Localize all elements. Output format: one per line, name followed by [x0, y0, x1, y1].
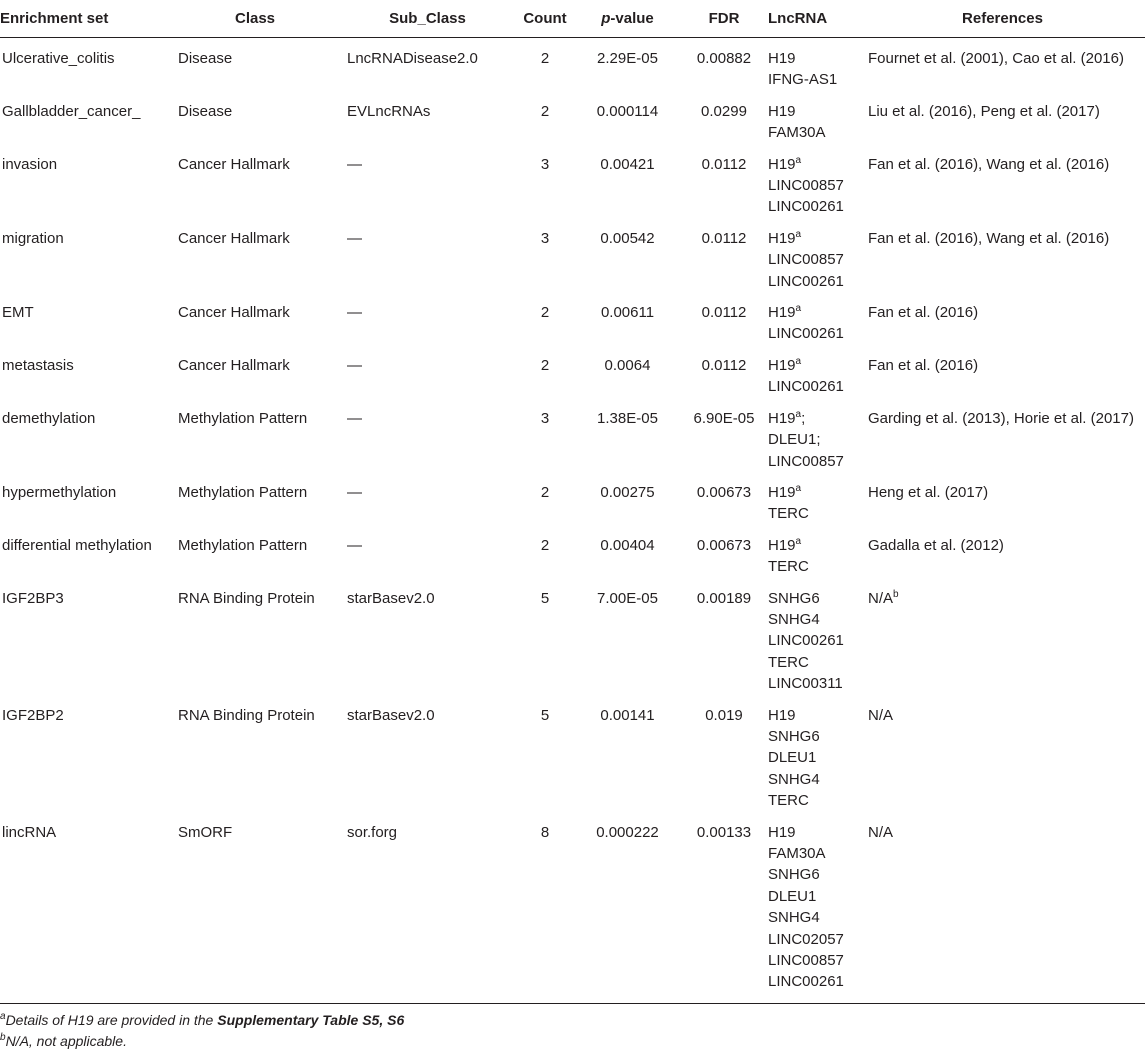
- cell-fdr: 0.0112: [701, 155, 747, 173]
- cell-sub-class: —: [347, 536, 362, 554]
- lncrna-item: LINC00261: [768, 973, 844, 991]
- header-count: Count: [515, 0, 575, 38]
- lncrna-item: LINC00857: [768, 251, 844, 269]
- cell-lncrna: [768, 38, 860, 91]
- cell-references: Liu et al. (2016), Peng et al. (2017): [868, 102, 1100, 120]
- lncrna-item: LINC00261: [768, 198, 844, 216]
- header-sub-class: Sub_Class: [340, 0, 515, 38]
- cell-pvalue: 1.38E-05: [597, 409, 658, 427]
- lncrna-item: IFNG-AS1: [768, 71, 838, 89]
- table-row: [0, 292, 1145, 345]
- lncrna-item: DLEU1: [768, 749, 817, 767]
- cell-class: Cancer Hallmark: [178, 155, 290, 173]
- lncrna-item: FAM30A: [768, 845, 826, 862]
- cell-references: N/A: [868, 706, 894, 724]
- table-footnotes: [0, 1010, 1145, 1052]
- cell-pvalue: 2.29E-05: [597, 50, 658, 67]
- cell-pvalue: 0.0064: [604, 356, 651, 374]
- cell-enrichment-set: Gallbladder_cancer_: [2, 102, 141, 120]
- lncrna-item: SNHG4: [768, 909, 820, 927]
- cell-fdr: 0.00133: [696, 823, 752, 841]
- cell-enrichment-set: EMT: [2, 304, 34, 322]
- lncrna-item: LINC00261: [768, 272, 844, 290]
- table-row: [0, 144, 1145, 218]
- cell-class: SmORF: [178, 823, 233, 841]
- cell-lncrna: [768, 525, 860, 578]
- cell-fdr: 0.0112: [701, 356, 747, 374]
- header-class: Class: [170, 0, 340, 38]
- cell-count: 5: [540, 589, 550, 607]
- cell-sub-class: —: [347, 229, 362, 247]
- cell-lncrna: [768, 91, 860, 144]
- cell-references: Garding et al. (2013), Horie et al. (2017): [868, 409, 1134, 427]
- cell-enrichment-set: IGF2BP3: [2, 589, 64, 607]
- cell-pvalue: 0.00404: [600, 536, 655, 554]
- cell-class: Cancer Hallmark: [178, 229, 290, 247]
- lncrna-item: SNHG6: [768, 866, 820, 884]
- cell-enrichment-set: migration: [2, 229, 64, 247]
- lncrna-item: TERC: [768, 558, 809, 576]
- cell-enrichment-set: invasion: [2, 155, 58, 173]
- cell-references: N/A: [868, 823, 894, 841]
- cell-references: Fan et al. (2016), Wang et al. (2016): [868, 229, 1110, 247]
- cell-enrichment-set: differential methylation: [2, 536, 152, 554]
- cell-class: Methylation Pattern: [178, 536, 308, 554]
- cell-enrichment-set: metastasis: [2, 356, 74, 374]
- lncrna-item: LINC02057: [768, 930, 844, 948]
- cell-fdr: 0.0112: [701, 229, 747, 247]
- cell-class: Disease: [178, 102, 233, 120]
- header-pvalue: p-value: [575, 0, 680, 38]
- table-row: [0, 91, 1145, 144]
- lncrna-item: H19$^a$: [768, 355, 802, 374]
- cell-fdr: 0.00189: [696, 589, 752, 607]
- header-lncrna: LncRNA: [768, 0, 860, 38]
- lncrna-item: SNHG6: [768, 589, 820, 607]
- cell-pvalue: 0.00542: [600, 229, 655, 247]
- cell-class: RNA Binding Protein: [178, 589, 315, 607]
- table-row: [0, 472, 1145, 525]
- lncrna-item: H19$^a$;: [768, 408, 806, 427]
- cell-count: 3: [540, 229, 550, 247]
- cell-class: Cancer Hallmark: [178, 356, 290, 374]
- lncrna-item: LINC00857: [768, 452, 844, 470]
- lncrna-item: TERC: [768, 653, 809, 671]
- cell-references: Gadalla et al. (2012): [868, 536, 1004, 554]
- cell-pvalue: 7.00E-05: [597, 589, 658, 607]
- cell-sub-class: —: [347, 409, 362, 427]
- cell-references: Fan et al. (2016): [868, 304, 979, 322]
- cell-sub-class: sor.forg: [347, 823, 398, 841]
- cell-pvalue: 0.00141: [600, 706, 655, 724]
- cell-class: Cancer Hallmark: [178, 304, 290, 322]
- cell-count: 2: [540, 356, 550, 374]
- lncrna-item: H19: [768, 823, 796, 841]
- lncrna-item: H19$^a$: [768, 535, 802, 554]
- header-fdr: FDR: [680, 0, 768, 38]
- lncrna-item: LINC00261: [768, 632, 844, 650]
- lncrna-item: DLEU1;: [768, 431, 821, 449]
- cell-sub-class: —: [347, 304, 362, 322]
- lncrna-item: H19$^a$: [768, 154, 802, 173]
- cell-lncrna: [768, 398, 860, 472]
- cell-count: 2: [540, 483, 550, 501]
- cell-enrichment-set: Ulcerative_colitis: [2, 50, 115, 67]
- footnote-b: $^b$N/A, not applicable.: [0, 1032, 127, 1049]
- lncrna-item: LINC00857: [768, 952, 844, 970]
- lncrna-item: H19: [768, 706, 796, 724]
- table-row: [0, 218, 1145, 292]
- lncrna-item: LINC00311: [768, 675, 843, 693]
- lncrna-item: SNHG4: [768, 610, 820, 628]
- lncrna-item: H19$^a$: [768, 303, 802, 322]
- header-row: [0, 0, 1145, 38]
- cell-lncrna: [768, 144, 860, 218]
- table-row: [0, 525, 1145, 578]
- cell-lncrna: [768, 812, 860, 1004]
- cell-references: Fan et al. (2016), Wang et al. (2016): [868, 155, 1110, 173]
- cell-references: $N/A^b$: [868, 588, 899, 607]
- cell-count: 2: [540, 304, 550, 322]
- cell-count: 8: [540, 823, 550, 841]
- cell-enrichment-set: lincRNA: [2, 823, 57, 841]
- cell-fdr: 0.019: [705, 706, 743, 724]
- cell-sub-class: EVLncRNAs: [347, 102, 431, 120]
- cell-count: 2: [540, 50, 550, 67]
- header-references: References: [860, 0, 1145, 38]
- cell-lncrna: [768, 578, 860, 695]
- cell-enrichment-set: hypermethylation: [2, 483, 117, 501]
- cell-count: 3: [540, 409, 550, 427]
- cell-sub-class: LncRNADisease2.0: [347, 50, 478, 67]
- cell-count: 3: [540, 155, 550, 173]
- cell-sub-class: —: [347, 155, 362, 173]
- cell-count: 2: [540, 536, 550, 554]
- table-row: [0, 812, 1145, 1004]
- cell-fdr: 0.00673: [696, 483, 752, 501]
- cell-references: Heng et al. (2017): [868, 483, 989, 501]
- cell-lncrna: [768, 345, 860, 398]
- cell-pvalue: 0.00611: [600, 304, 655, 322]
- cell-pvalue: 0.000114: [596, 102, 659, 120]
- cell-class: RNA Binding Protein: [178, 706, 315, 724]
- header-enrichment-set: Enrichment set: [0, 0, 170, 38]
- cell-fdr: 6.90E-05: [693, 409, 755, 427]
- cell-sub-class: —: [347, 356, 362, 374]
- table-row: [0, 345, 1145, 398]
- cell-count: 5: [540, 706, 550, 724]
- cell-class: Methylation Pattern: [178, 483, 308, 501]
- cell-pvalue: 0.00275: [600, 483, 655, 501]
- lncrna-item: DLEU1: [768, 887, 817, 905]
- cell-sub-class: —: [347, 483, 362, 501]
- lncrna-item: FAM30A: [768, 124, 826, 142]
- table-row: [0, 695, 1145, 812]
- lncrna-item: H19$^a$: [768, 228, 802, 247]
- lncrna-item: LINC00857: [768, 177, 844, 195]
- cell-class: Disease: [178, 50, 233, 67]
- lncrna-item: LINC00261: [768, 325, 844, 343]
- lncrna-item: H19: [768, 102, 796, 120]
- cell-count: 2: [540, 102, 550, 120]
- cell-class: Methylation Pattern: [178, 409, 308, 427]
- cell-fdr: 0.0112: [701, 304, 747, 322]
- cell-enrichment-set: demethylation: [2, 409, 96, 427]
- cell-sub-class: starBasev2.0: [347, 706, 435, 724]
- lncrna-item: LINC00261: [768, 378, 844, 396]
- cell-lncrna: [768, 695, 860, 812]
- table-row: [0, 578, 1145, 695]
- cell-pvalue: 0.00421: [600, 155, 655, 173]
- table-row: [0, 398, 1145, 472]
- cell-enrichment-set: IGF2BP2: [2, 706, 64, 724]
- footnote-a: $^a$Details of H19 are provided in the Supplementary Table S5, S6: [0, 1011, 405, 1028]
- cell-references: Fournet et al. (2001), Cao et al. (2016): [868, 50, 1124, 67]
- cell-lncrna: [768, 292, 860, 345]
- cell-fdr: 0.00673: [696, 536, 752, 554]
- cell-pvalue: 0.000222: [596, 823, 659, 841]
- lncrna-item: SNHG4: [768, 770, 820, 788]
- cell-fdr: 0.0299: [701, 102, 747, 120]
- cell-fdr: 0.00882: [696, 50, 752, 67]
- cell-references: Fan et al. (2016): [868, 356, 979, 374]
- cell-lncrna: [768, 472, 860, 525]
- table-row: [0, 38, 1145, 91]
- lncrna-item: SNHG6: [768, 727, 820, 745]
- lncrna-item: TERC: [768, 505, 809, 523]
- lncrna-item: H19$^a$: [768, 482, 802, 501]
- lncrna-item: H19: [768, 50, 796, 67]
- cell-sub-class: starBasev2.0: [347, 589, 435, 607]
- lncrna-item: TERC: [768, 792, 809, 810]
- cell-lncrna: [768, 218, 860, 292]
